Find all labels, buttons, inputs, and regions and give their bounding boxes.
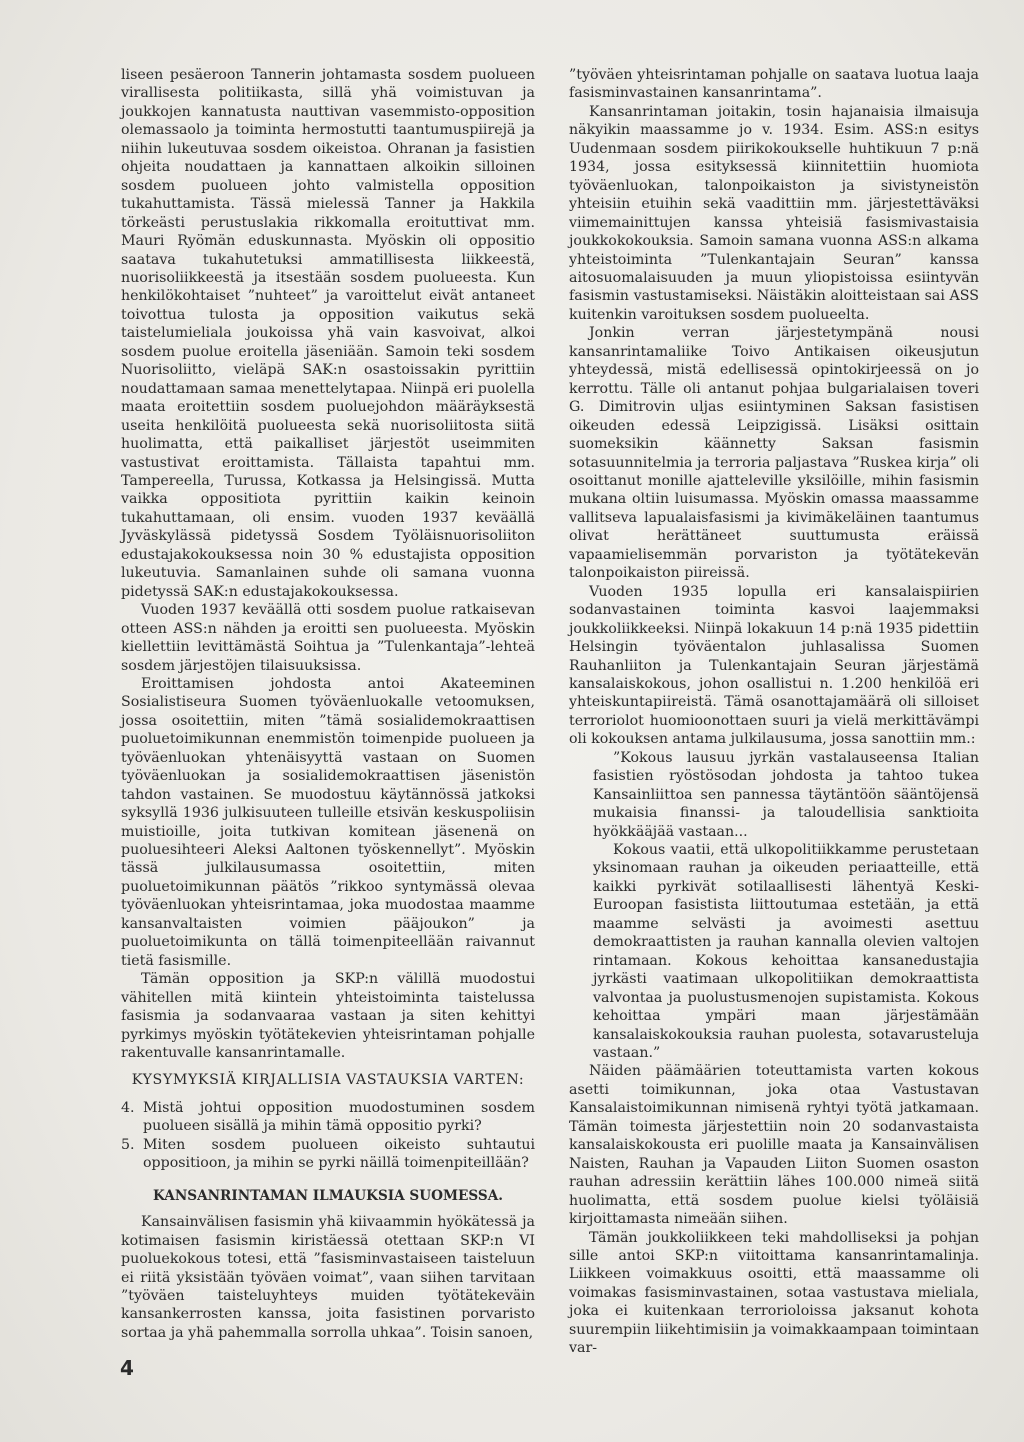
question-item (121, 1136, 535, 1173)
question-item (121, 1099, 535, 1136)
paragraph: Vuoden 1935 lopulla eri kansalaispiirien sodanvastainen toiminta kasvoi laajemmaksi joukkoliikkeeksi. Niinpä lokakuun 14 p:nä 1935 pidettiin Helsingin työväentalon juhlasalissa Suomen Rauhanliiton ja Tulenkantajain Seuran järjestämä kansalaiskokous, johon osallistui n. 1.200 henkilöä eri yhteiskuntapiireistä. Tämä osanottajamäärä oli silloiset terroriolot huomioonottaen suuri ja vielä merkittävämpi oli kokouksen antama julkilausuma, jossa sanottiin mm.: (569, 583, 979, 748)
question-number: 5. (121, 1136, 135, 1153)
left-column (121, 66, 535, 1342)
question-text: Miten sosdem puolueen oikeisto suhtautui oppositioon, ja mihin se pyrki näillä toimenpiteillään? (143, 1136, 535, 1172)
questions-list (121, 1099, 535, 1173)
questions-heading: KYSYMYKSIÄ KIRJALLISIA VASTAUKSIA VARTEN: (131, 1072, 525, 1089)
paragraph: Näiden päämäärien toteuttamista varten kokous asetti toimikunnan, joka otaa Vastustavan Kansalaistoimikunnan nimisenä ryhtyi työtä jatkamaan. Tämän toimesta järjestettiin noin 20 sodanvastaista kansalaiskokousta eri puolille maata ja Kansainvälisen Naisten, Rauhan ja Vapauden Liiton Suomen osaston rauhan adressiin kerättiin lähes 100.000 nimeä siitä huolimatta, että sosdem puolue kielsi työläisiä kirjoittamasta nimeään siihen. (569, 1063, 979, 1228)
right-column (569, 66, 979, 1358)
paragraph: Jonkin verran järjestetympänä nousi kansanrintamaliike Toivo Antikaisen oikeusjutun yhteydessä, mistä edellisessä opintokirjeessä on jo kerrottu. Tälle oli antanut pohjaa bulgarialaisen toveri G. Dimitrovin uljas esiintyminen Saksan fasistisen oikeuden edessä Leipzigissä. Lisäksi osittain suomeksikin käännetty Saksan fasismin sotasuunnitelmia ja terroria paljastava ”Ruskea kirja” oli osoittanut monille ajatteleville yksilöille, mihin fasismin mukana oltiin luisumassa. Myöskin omassa maassamme vallitseva lapualaisfasismi ja kivimäkeläinen taantumus olivat herättäneet suuttumusta eräissä vapaamielisemmän porvariston ja työtätekevän talonpoikaiston piireissä. (569, 325, 979, 582)
paragraph: ”työväen yhteisrintaman pohjalle on saatava luotua laaja fasisminvastainen kansanrintama”. (569, 67, 979, 102)
quote-paragraph: ”Kokous lausuu jyrkän vastalauseensa Italian fasistien ryöstösodan johdosta ja tahtoo tukea Kansainliittoa sen pannessa täytäntöön sääntöjensä mukaisia finanssi- ja taloudellisia sanktioita hyökkääjää vastaan... (593, 749, 979, 840)
question-text: Mistä johtui opposition muodostuminen sosdem puolueen sisällä ja mihin tämä oppositio pyrki? (143, 1099, 535, 1135)
section-heading: KANSANRINTAMAN ILMAUKSIA SUOMESSA. (153, 1187, 503, 1204)
paragraph: Tämän opposition ja SKP:n välillä muodostui vähitellen mitä kiintein yhteistoiminta taistelussa fasismia ja sodanvaaraa vastaan ja siten kehittyi pyrkimys myöskin työtätekevien yhteisrintaman pohjalle rakentuvalle kansanrintamalle. (121, 971, 535, 1062)
paragraph: Vuoden 1937 keväällä otti sosdem puolue ratkaisevan otteen ASS:n nähden ja eroitti sen puolueesta. Myöskin kiellettiin levittämästä Soihtua ja ”Tulenkantaja”-lehteä sosdem järjestöjen tilaisuuksissa. (121, 602, 535, 674)
paragraph: Kansanrintaman joitakin, tosin hajanaisia ilmaisuja näkyikin maassamme jo v. 1934. Esim. ASS:n esitys Uudenmaan sosdem piirikokoukselle huhtikuun 7 p:nä 1934, jossa esityksessä kiinnitettiin huomiota työväenluokan, talonpoikaiston ja sivistyneistön yhteisiin etuihin sekä vaadittiin mm. järjestettäväksi viimemainittujen kanssa yhteisiä fasismivastaisia joukkokokouksia. Samoin samana vuonna ASS:n alkama yhteistoiminta ”Tulenkantajain Seuran” kanssa aitosuomalaisuuden ja muun yliopistoissa esiintyvän fasismin vastustamiseksi. Näistäkin aloitteistaan sai ASS kuitenkin varoituksen sosdem puolueelta. (569, 103, 979, 323)
question-number: 4. (121, 1099, 135, 1116)
page-number: 4 (120, 1356, 134, 1380)
block-quote (569, 749, 979, 1063)
paragraph: liseen pesäeroon Tannerin johtamasta sosdem puolueen virallisesta politiikasta, sillä yhä voimistuvan ja joukkojen kannatusta nauttivan vasemmisto-opposition olemassaolo ja toiminta hermostutti taantumuspiirejä ja niihin lukeutuvaa sosdem oikeistoa. Ohranan ja fasistien ohjeita noudattaen ja kannattaen alkoikin silloinen sosdem puolueen johto valmistella opposition tukahuttamista. Tässä mielessä Tanner ja Hakkila törkeästi perustuslakia rikkomalla eroituttivat mm. Mauri Ryömän eduskunnasta. Myöskin oli oppositio saatava tukahutetuksi ammatillisesta liikkeestä, nuorisoliikkeestä ja itsestään sosdem puolueesta. Kun henkilökohtaiset ”nuhteet” ja varoittelut eivät antaneet toivottua tulosta ja opposition vaikutus sekä taistelumieliala joukoissa yhä vain kasvoivat, alkoi sosdem puolue eroitella jäseniään. Samoin teki sosdem Nuorisoliitto, vieläpä SAK:n osastoissakin pyrittiin noudattamaan samaa menettelytapaa. Niinpä eri puolella maata eroitettiin sosdem puoluejohdon määräyksestä useita henkilöitä puolueesta sekä nuorisoliitosta siitä huolimatta, että paikalliset järjestöt useimmiten vastustivat eroittamista. Tällaista tapahtui mm. Tampereella, Turussa, Kotkassa ja Helsingissä. Mutta vaikka oppositiota pyrittiin kaikin keinoin tukahuttamaan, oli ensim. vuoden 1937 keväällä Jyväskylässä pidetyssä Sosdem Työläisnuorisoliiton edustajakokouksessa noin 30 % edustajista opposition lukeutuvia. Samanlainen suhde oli samana vuonna pidetyssä SAK:n edustajakokouksessa. (121, 67, 535, 600)
quote-paragraph: Kokous vaatii, että ulkopolitiikkamme perustetaan yksinomaan rauhan ja oikeuden periaatteille, että kaikki pyrkivät sotilaallisesti lähentyä Keski-Euroopan fasistista liittoutumaa estetään, ja että maamme selvästi ja avoimesti asettuu demokraattisten ja rauhan kannalla olevien valtojen rintamaan. Kokous kehoittaa kansanedustajia jyrkästi vaatimaan ulkopolitiikan demokraattista valvontaa ja puolustusmenojen supistamista. Kokous kehoittaa ympäri maan järjestämään kansalaiskokouksia rauhan puolesta, sotavarusteluja vastaan.” (593, 842, 979, 1062)
paragraph: Kansainvälisen fasismin yhä kiivaammin hyökätessä ja kotimaisen fasismin kiristäessä otettaan SKP:n VI puoluekokous totesi, että ”fasisminvastaiseen taisteluun ei riitä yksistään työväen voimat”, vaan siihen tarvitaan ”työväen taisteluyhteys muiden työtätekeväin kansankerrosten kanssa, joita fasistinen porvaristo sortaa ja yhä pahemmalla sorrolla uhkaa”. Toisin sanoen, (121, 1214, 535, 1341)
paragraph: Tämän joukkoliikkeen teki mahdolliseksi ja pohjan sille antoi SKP:n viitoittama kansanrintamalinja. Liikkeen voimakkuus osoitti, että maassamme oli voimakas fasisminvastainen, sotaa vastustava mieliala, joka ei kuitenkaan terrorioloissa jaksanut kohota suurempiin liikehtimisiin ja voimakkaampaan toimintaan var- (569, 1229, 979, 1357)
paragraph: Eroittamisen johdosta antoi Akateeminen Sosialistiseura Suomen työväenluokalle vetoomuksen, jossa osoitettiin, miten ”tämä sosialidemokraattisen puoluetoimikunnan enemmistön toimenpide puolueen ja työväenluokan yhtenäisyyttä vastaan on Suomen työväenluokan ja sosialidemokraattisen jäsenistön tahdon vastainen. Se muodostuu käytännössä jatkoksi syksyllä 1936 julkisuuteen tulleille etsivän keskuspoliisin muistioille, joita tutkivan komitean jäsenenä on puoluesihteeri Aleksi Aaltonen työskennellyt”. Myöskin tässä julkilausumassa osoitettiin, miten puoluetoimikunnan päätös ”rikkoo syntymässä olevaa työväenluokan yhteisrintamaa, joka muodostaa maamme kansanvaltaisten voimien pääjoukon” ja puoluetoimikunta on tällä toimenpiteellään raivannut tietä fasismille. (121, 675, 535, 969)
